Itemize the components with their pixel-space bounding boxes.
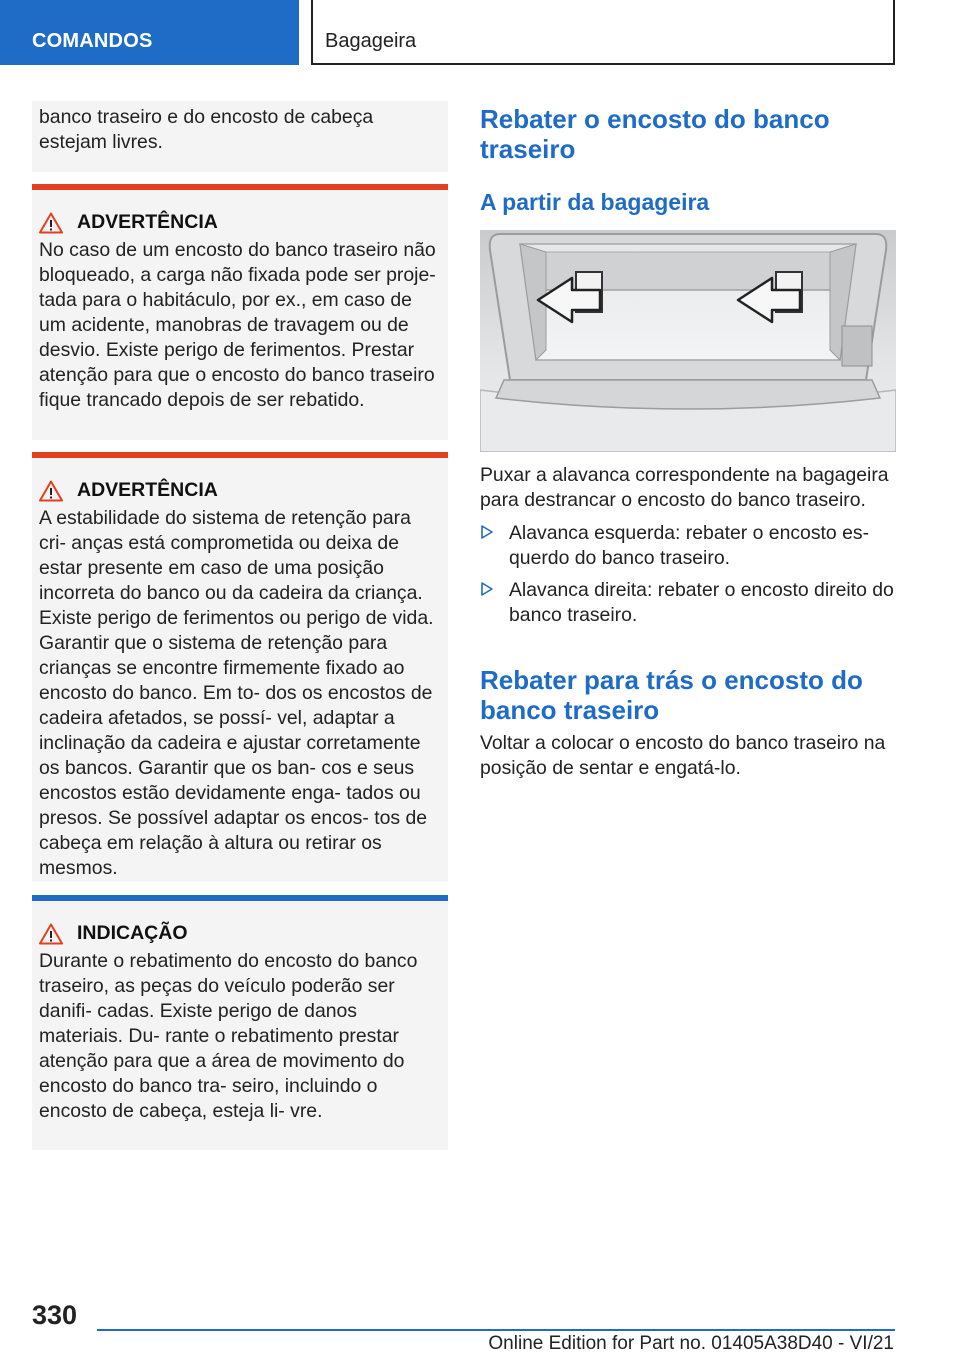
footer-rule	[97, 1329, 895, 1331]
notice-bar	[32, 895, 448, 901]
intro-text: Puxar a alavanca correspondente na bagageira para destrancar o encosto do banco traseiro.	[480, 464, 889, 511]
header-underline	[311, 63, 895, 65]
notice-box	[32, 895, 448, 1150]
triangle-bullet-icon	[480, 522, 494, 542]
notice-triangle-icon	[39, 923, 63, 945]
warning-bar	[32, 452, 448, 458]
page-number: 330	[32, 1300, 78, 1330]
notice-label-text: INDICAÇÃO	[77, 922, 188, 944]
section-tab: COMANDOS	[0, 0, 299, 65]
warning-label-1	[39, 211, 440, 234]
header-divider	[311, 0, 313, 65]
warning-text-1: No caso de um encosto do banco traseiro não bloqueado, a carga não fixada pode ser proje- tada para o habitáculo, por ex., em caso de um acidente, manobras de travagem ou de desvio. Existe perigo de ferimentos. Prestar atenção para que o encosto do banco traseiro fique trancado depois de ser rebatido.	[39, 239, 436, 411]
page-title: Bagageira	[325, 30, 417, 52]
footer-edition: Online Edition for Part no. 01405A38D40 - VI/21	[488, 1333, 894, 1354]
warning-bar	[32, 184, 448, 190]
continuation-text: banco traseiro e do encosto de cabeça estejam livres.	[39, 106, 374, 153]
bullet-item-right-lever	[480, 578, 896, 628]
notice-text: Durante o rebatimento do encosto do banco traseiro, as peças do veículo poderão ser danifi- cadas. Existe perigo de danos materiais. Du- rante o rebatimento prestar atenção para que a área de movimento do encosto do banco tra- seiro, incluindo o encosto de cabeça, esteja li- vre.	[39, 950, 418, 1122]
warning-label-2	[39, 479, 440, 502]
heading-fold-back: Rebater para trás o encosto do banco traseiro	[480, 665, 863, 725]
warning-label-text: ADVERTÊNCIA	[77, 211, 218, 233]
bullet-text: Alavanca direita: rebater o encosto direito do banco traseiro.	[509, 579, 894, 626]
heading-fold-backrest: Rebater o encosto do banco traseiro	[480, 104, 830, 164]
fold-back-text: Voltar a colocar o encosto do banco traseiro na posição de sentar e engatá-lo.	[480, 732, 886, 779]
continuation-box	[32, 101, 448, 172]
bullet-item-left-lever	[480, 521, 896, 571]
warning-label-text: ADVERTÊNCIA	[77, 479, 218, 501]
warning-triangle-icon	[39, 212, 63, 234]
triangle-bullet-icon	[480, 579, 494, 599]
trunk-illustration	[480, 230, 896, 452]
warning-box-1	[32, 184, 448, 440]
warning-text-2: A estabilidade do sistema de retenção para cri- anças está comprometida ou deixa de estar presente em caso de uma posição incorreta do banco ou da cadeira da criança. Existe perigo de ferimentos ou perigo de vida. Garantir que o sistema de retenção para crianças se encontre firmemente fixado ao encosto do banco. Em to- dos os encostos de cadeira afetados, se possí- vel, adaptar a inclinação da cadeira e ajustar corretamente os bancos. Garantir que os ban- cos e seus encostos estão devidamente enga- tados ou presos. Se possível adaptar os encos- tos de cabeça em relação à altura ou retirar os mesmos.	[39, 507, 434, 879]
warning-triangle-icon	[39, 480, 63, 502]
header-divider-right	[893, 0, 895, 65]
subheading-from-trunk: A partir da bagageira	[480, 189, 710, 215]
warning-box-2	[32, 452, 448, 882]
notice-label	[39, 922, 440, 945]
bullet-text: Alavanca esquerda: rebater o encosto es- querdo do banco traseiro.	[509, 522, 870, 569]
